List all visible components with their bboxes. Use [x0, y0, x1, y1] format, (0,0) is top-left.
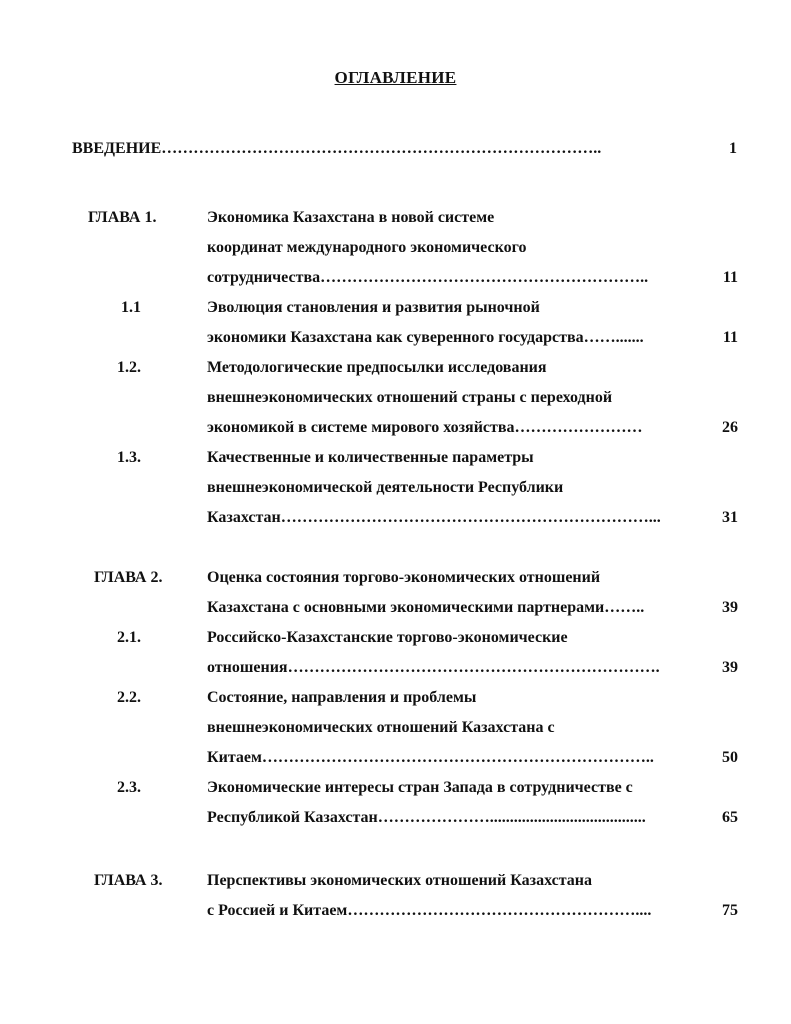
section-number: 2.2. — [117, 689, 141, 706]
section-number: 1.3. — [117, 449, 141, 466]
toc-page-number: 1 — [729, 140, 737, 157]
toc-entry-label: ВВЕДЕНИЕ……………………………………………………………………….. — [72, 140, 602, 157]
toc-page-number: 11 — [722, 329, 738, 346]
section-title-line: отношения……………………………………………………………. — [207, 659, 660, 676]
section-title-line: внешнеэкономических отношений Казахстана с — [207, 719, 555, 736]
section-number: 1.1 — [121, 299, 141, 316]
section-title-line: Российско-Казахстанские торгово-экономические — [207, 629, 568, 646]
section-title-line: экономики Казахстана как суверенного государства……....... — [207, 329, 644, 346]
section-title-line: внешнеэкономических отношений страны с переходной — [207, 389, 613, 406]
chapter-title-line: Оценка состояния торгово-экономических отношений — [207, 569, 601, 586]
toc-page-number: 65 — [722, 809, 738, 826]
toc-page-number: 31 — [722, 509, 738, 526]
chapter-title-line: с Россией и Китаем……………………………………………….... — [207, 902, 652, 919]
chapter-title-line: Экономика Казахстана в новой системе — [207, 209, 495, 226]
section-title-line: Качественные и количественные параметры — [207, 449, 534, 466]
section-number: 2.3. — [117, 779, 141, 796]
chapter-title-line: сотрудничества…………………………………………………….. — [207, 269, 649, 286]
toc-page-number: 26 — [722, 419, 738, 436]
section-title-line: экономикой в системе мирового хозяйства…………………… — [207, 419, 643, 436]
chapter-label: ГЛАВА 1. — [88, 209, 157, 226]
chapter-title-line: Перспективы экономических отношений Казахстана — [207, 872, 592, 889]
toc-entry-introduction — [72, 140, 737, 162]
section-number: 1.2. — [117, 359, 141, 376]
section-title-line: Состояние, направления и проблемы — [207, 689, 477, 706]
section-title-line: Казахстан……………………………………………………………... — [207, 509, 661, 526]
section-title-line: Республикой Казахстан…………………....................................... — [207, 809, 646, 826]
chapter-title-line: координат международного экономического — [207, 239, 527, 256]
section-title-line: Экономические интересы стран Запада в сотрудничестве с — [207, 779, 633, 796]
toc-page-number: 39 — [722, 599, 738, 616]
section-title-line: Китаем……………………………………………………………….. — [207, 749, 654, 766]
section-title-line: Методологические предпосылки исследования — [207, 359, 547, 376]
toc-page-number: 11 — [722, 269, 738, 286]
toc-page-number: 50 — [722, 749, 738, 766]
toc-page-number: 75 — [722, 902, 738, 919]
chapter-title-line: Казахстана с основными экономическими партнерами…….. — [207, 599, 645, 616]
toc-page-number: 39 — [722, 659, 738, 676]
page-title: ОГЛАВЛЕНИЕ — [334, 68, 457, 87]
chapter-label: ГЛАВА 3. — [94, 872, 163, 889]
section-title-line: внешнеэкономической деятельности Республики — [207, 479, 564, 496]
section-number: 2.1. — [117, 629, 141, 646]
chapter-label: ГЛАВА 2. — [94, 569, 163, 586]
section-title-line: Эволюция становления и развития рыночной — [207, 299, 540, 316]
